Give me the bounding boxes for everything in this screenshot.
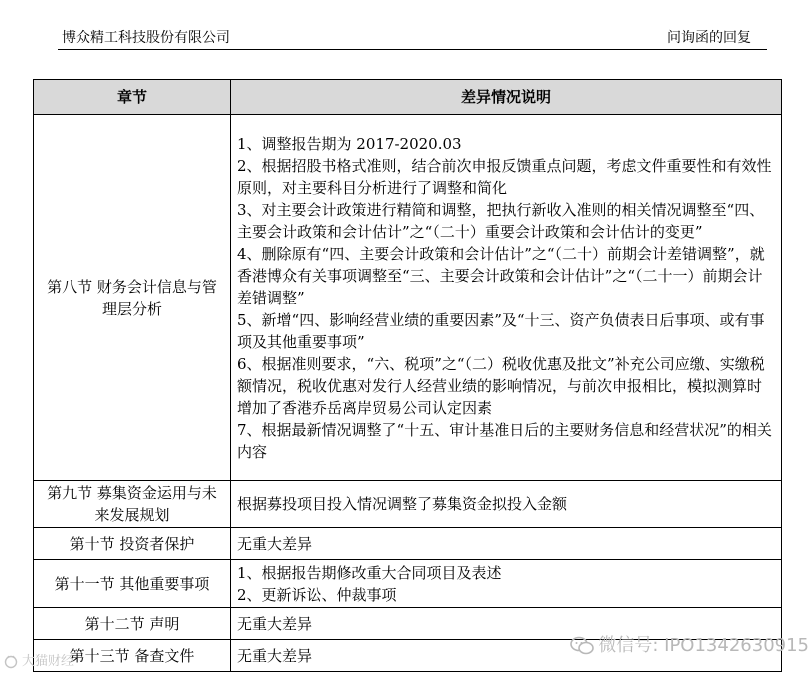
description-line: 2、根据招股书格式准则，结合前次申报反馈重点问题，考虑文件重要性和有效性原则，对主要科目分析进行了调整和简化 bbox=[237, 156, 772, 197]
description-cell bbox=[231, 528, 782, 560]
description-cell bbox=[231, 560, 782, 608]
table-row bbox=[34, 115, 782, 481]
wechat-icon bbox=[570, 636, 594, 656]
section-cell: 第十一节 其他重要事项 bbox=[34, 560, 231, 608]
cat-logo-icon bbox=[4, 655, 18, 669]
description-line: 4、删除原有“四、主要会计政策和会计估计”之“（二十）前期会计差错调整”，就香港博众有关事项调整至“三、主要会计政策和会计估计”之“（二十一）前期会计差错调整” bbox=[237, 244, 765, 307]
column-header-section: 章节 bbox=[34, 80, 231, 115]
section-cell: 第九节 募集资金运用与未来发展规划 bbox=[34, 481, 231, 528]
corner-watermark bbox=[4, 650, 74, 669]
corner-watermark-text: 大猫财经 bbox=[22, 654, 75, 669]
section-cell: 第八节 财务会计信息与管理层分析 bbox=[34, 115, 231, 481]
column-header-description: 差异情况说明 bbox=[231, 80, 782, 115]
difference-table bbox=[33, 79, 782, 672]
description-line: 无重大差异 bbox=[237, 534, 313, 553]
description-line: 3、对主要会计政策进行精简和调整，把执行新收入准则的相关情况调整至“四、主要会计政策和会计估计”之“（二十）重要会计政策和会计估计的变更” bbox=[237, 200, 765, 241]
header-rule bbox=[58, 49, 767, 50]
company-name: 博众精工科技股份有限公司 bbox=[62, 30, 230, 46]
description-line: 无重大差异 bbox=[237, 646, 313, 665]
table-header-row bbox=[34, 80, 782, 115]
description-line: 1、调整报告期为 2017-2020.03 bbox=[237, 134, 462, 153]
description-line: 1、根据报告期修改重大合同项目及表述 bbox=[237, 563, 502, 582]
section-cell: 第十二节 声明 bbox=[34, 608, 231, 640]
table-row bbox=[34, 560, 782, 608]
wechat-watermark bbox=[570, 631, 809, 657]
description-line: 6、根据准则要求，“六、税项”之“（二）税收优惠及批文”补充公司应缴、实缴税额情况，税收优惠对发行人经营业绩的影响情况，与前次申报相比，模拟测算时增加了香港乔岳离岸贸易公司认定因素 bbox=[237, 354, 765, 417]
document-type: 问询函的回复 bbox=[667, 30, 751, 46]
description-line: 7、根据最新情况调整了“十五、审计基准日后的主要财务信息和经营状况”的相关内容 bbox=[237, 420, 772, 461]
wechat-id: 微信号: IPO1342630915 bbox=[598, 635, 809, 656]
description-line: 无重大差异 bbox=[237, 614, 313, 633]
table-row bbox=[34, 481, 782, 528]
description-line: 2、更新诉讼、仲裁事项 bbox=[237, 585, 397, 604]
section-cell: 第十节 投资者保护 bbox=[34, 528, 231, 560]
page-header bbox=[0, 0, 809, 60]
description-line: 5、新增“四、影响经营业绩的重要因素”及“十三、资产负债表日后事项、或有事项及其他重要事项” bbox=[237, 310, 765, 351]
section-cell: 第十三节 备查文件 bbox=[34, 640, 231, 672]
description-cell bbox=[231, 115, 782, 481]
description-cell bbox=[231, 481, 782, 528]
description-line: 根据募投项目投入情况调整了募集资金拟投入金额 bbox=[237, 495, 568, 513]
table-row bbox=[34, 528, 782, 560]
